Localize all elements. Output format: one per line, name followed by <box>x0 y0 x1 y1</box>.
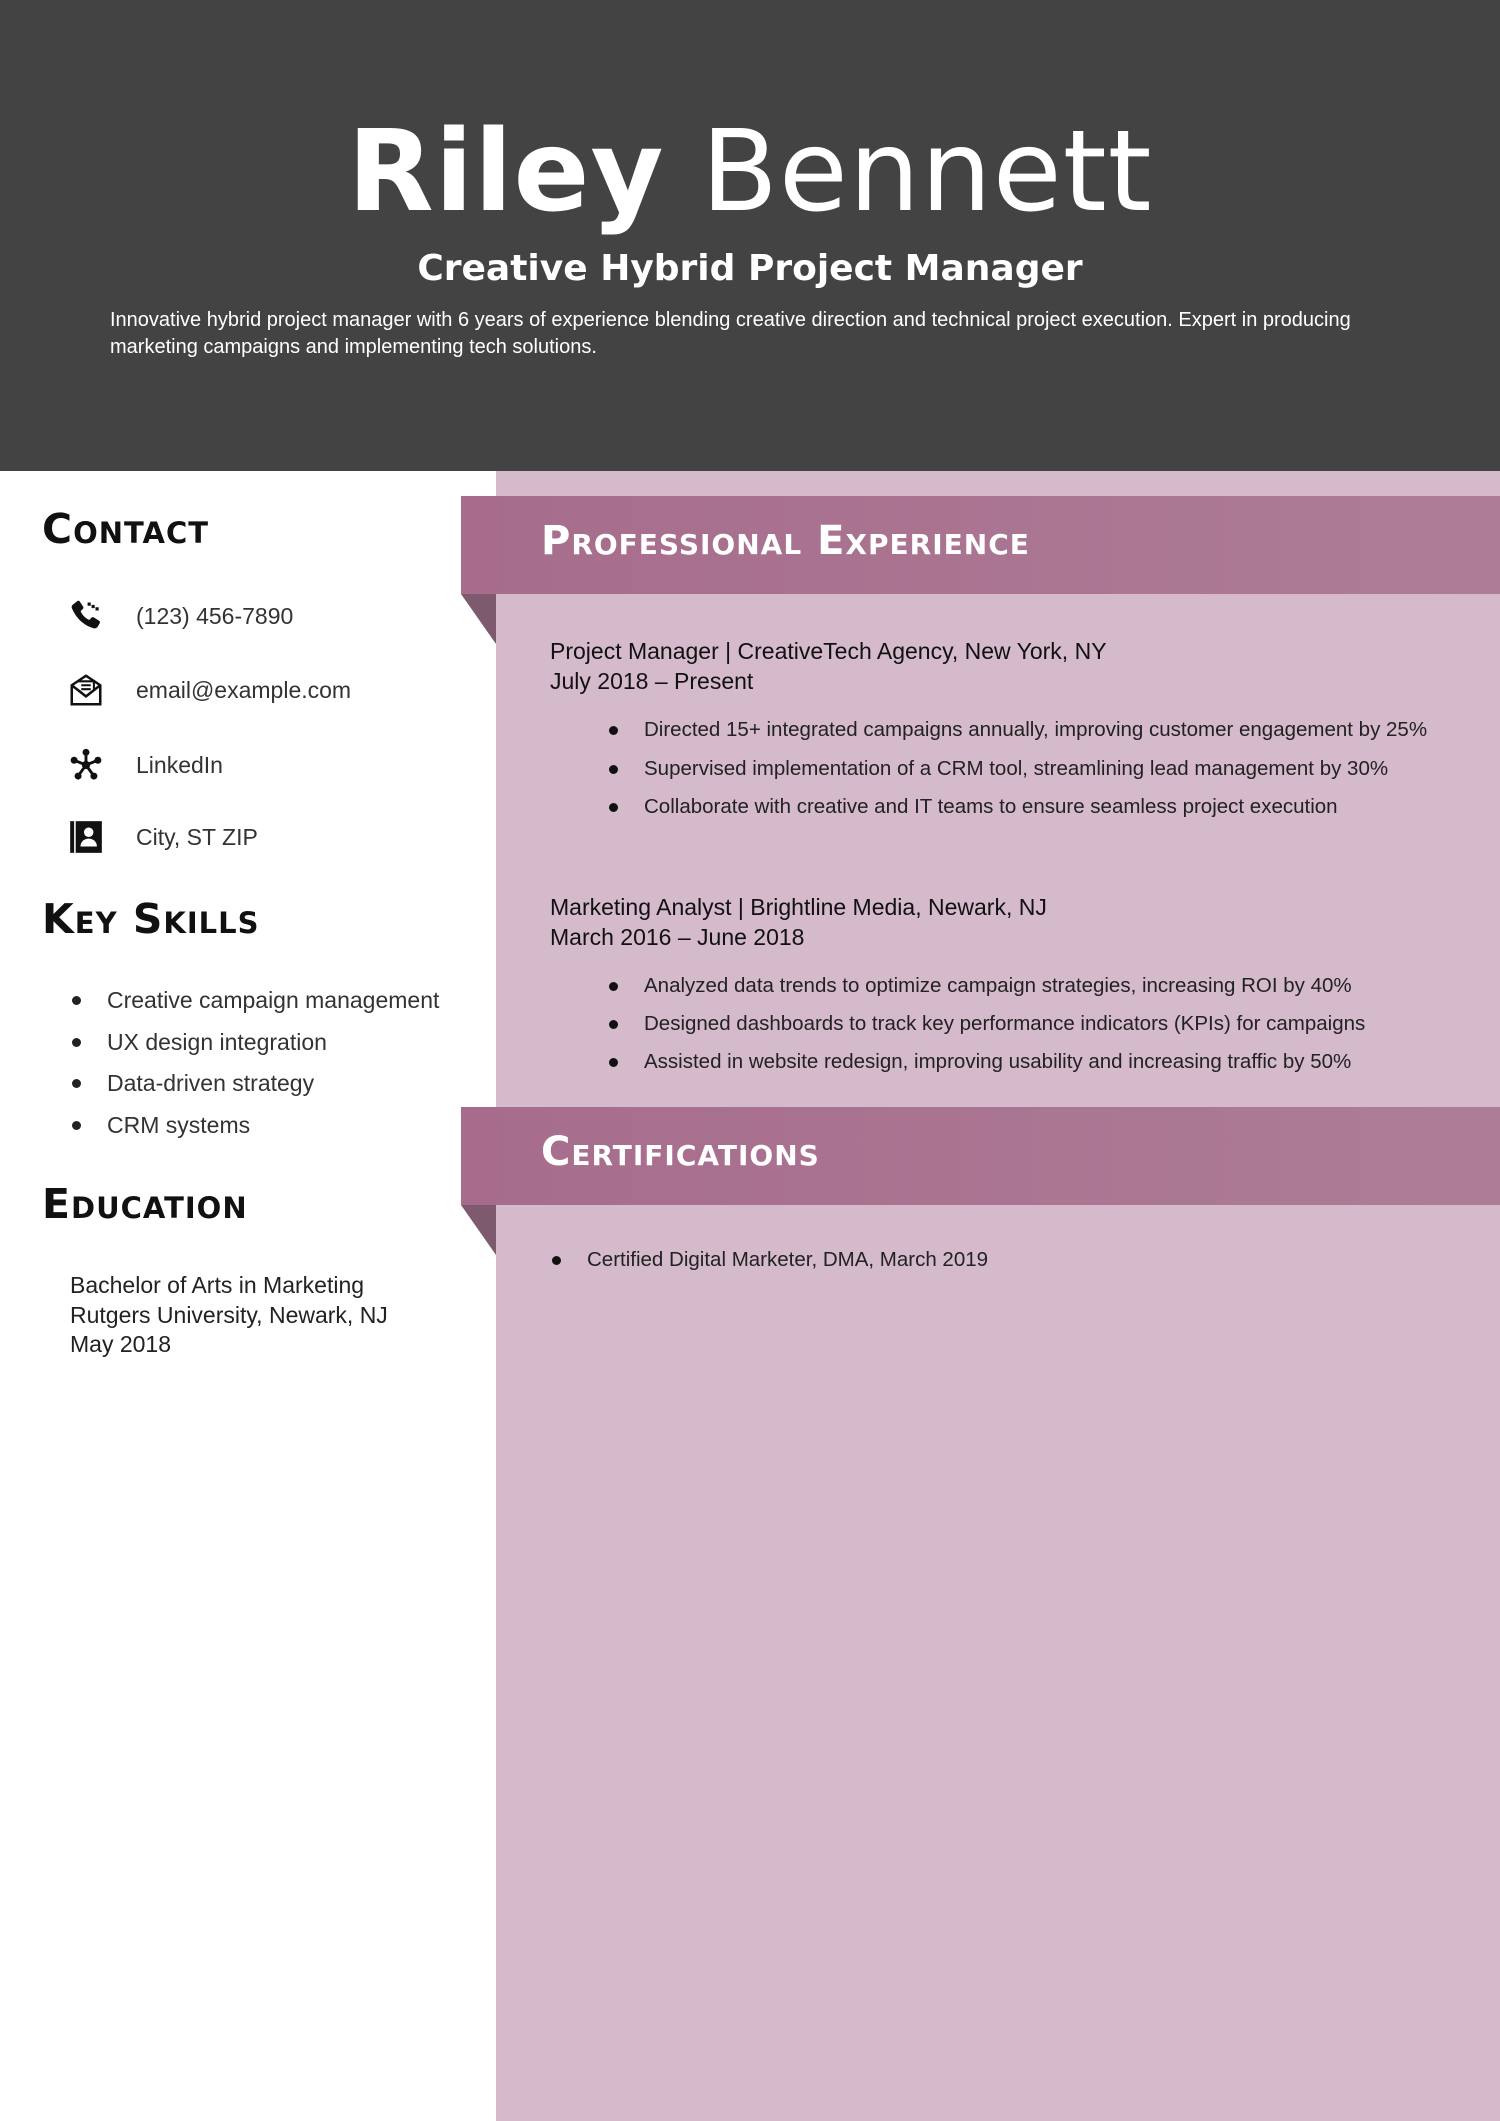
job-bullets <box>609 972 1459 1087</box>
last-name: Bennett <box>701 107 1153 237</box>
certifications-heading: Certifications <box>541 1129 820 1175</box>
list-item: Data-driven strategy <box>70 1063 490 1105</box>
phone-number[interactable]: (123) 456-7890 <box>136 602 294 629</box>
job-header <box>550 636 1107 696</box>
list-item: Certified Digital Marketer, DMA, March 2019 <box>550 1246 1450 1273</box>
job-title: Creative Hybrid Project Manager <box>417 248 1083 289</box>
certifications-banner <box>461 1107 1500 1205</box>
contact-heading: Contact <box>42 505 210 553</box>
graduation-date: May 2018 <box>70 1331 172 1357</box>
linkedin-icon <box>66 745 106 785</box>
banner-fold <box>461 594 496 644</box>
resume-header <box>0 0 1500 471</box>
first-name: Riley <box>347 107 665 237</box>
school: Rutgers University, Newark, NJ <box>70 1301 388 1328</box>
experience-banner <box>461 496 1500 594</box>
skills-list <box>70 980 490 1146</box>
degree: Bachelor of Arts in Marketing <box>70 1272 365 1298</box>
list-item: Analyzed data trends to optimize campaign strategies, increasing ROI by 40% <box>609 972 1459 999</box>
list-item: CRM systems <box>70 1105 490 1147</box>
job-dates: July 2018 – Present <box>550 668 754 694</box>
job-dates: March 2016 – June 2018 <box>550 924 805 950</box>
contact-email <box>66 668 486 712</box>
contact-linkedin <box>66 743 486 787</box>
job-title-line: Marketing Analyst | Brightline Media, Newark, NJ <box>550 894 1047 920</box>
contact-address <box>66 815 486 859</box>
certifications-list <box>550 1246 1450 1273</box>
education-entry <box>70 1271 388 1360</box>
profile-summary: Innovative hybrid project manager with 6 years of experience blending creative direction and technical project execution. Expert in producing marketing campaigns and implementing tech solutions. <box>110 309 1351 358</box>
linkedin-link[interactable]: LinkedIn <box>136 751 223 778</box>
job-header <box>550 892 1047 952</box>
email-icon <box>66 670 106 710</box>
contact-phone <box>66 594 486 638</box>
list-item: Directed 15+ integrated campaigns annually, improving customer engagement by 25% <box>609 716 1459 743</box>
experience-heading: Professional Experience <box>541 518 1030 564</box>
address: City, ST ZIP <box>136 823 258 850</box>
email-address[interactable]: email@example.com <box>136 676 352 703</box>
skills-heading: Key Skills <box>42 895 260 943</box>
address-icon <box>66 817 106 857</box>
list-item: Designed dashboards to track key performance indicators (KPIs) for campaigns <box>609 1010 1459 1037</box>
list-item: Supervised implementation of a CRM tool, streamlining lead management by 30% <box>609 755 1459 782</box>
candidate-name <box>0 102 1500 242</box>
list-item: Collaborate with creative and IT teams to ensure seamless project execution <box>609 793 1459 820</box>
list-item: Assisted in website redesign, improving usability and increasing traffic by 50% <box>609 1048 1459 1075</box>
list-item: UX design integration <box>70 1022 490 1064</box>
job-title-line: Project Manager | CreativeTech Agency, New York, NY <box>550 638 1107 664</box>
banner-fold <box>461 1205 496 1255</box>
education-heading: Education <box>42 1180 248 1228</box>
job-bullets <box>609 716 1459 832</box>
phone-icon <box>66 596 106 636</box>
list-item: Creative campaign management <box>70 980 490 1022</box>
